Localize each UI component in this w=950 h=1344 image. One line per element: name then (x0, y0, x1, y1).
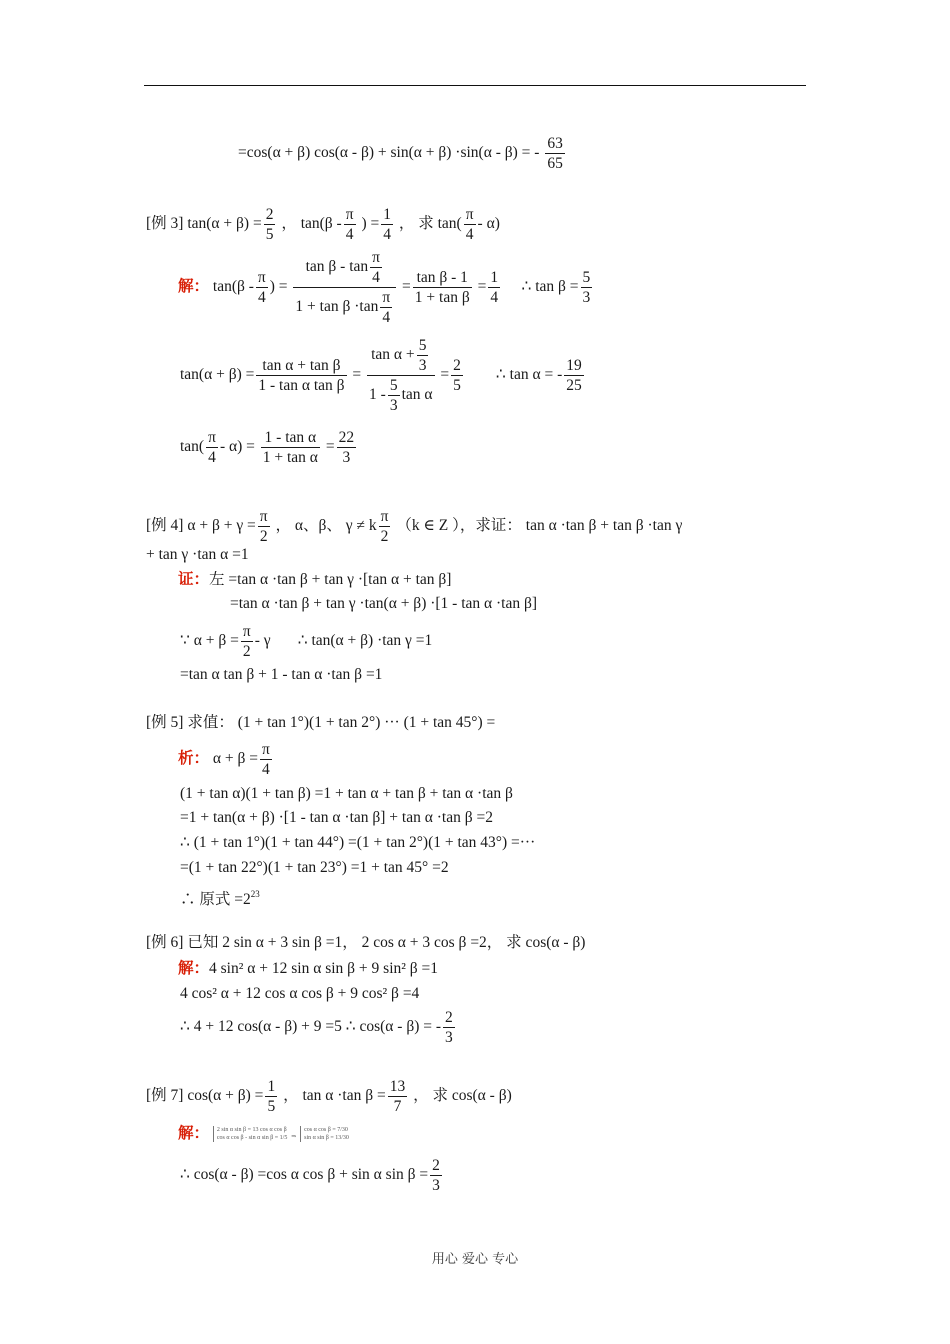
example-6-solution-line1: 解：4 sin² α + 12 sin α sin β + 9 sin² β =1 (178, 960, 439, 977)
example-4-question-cont: + tan γ ·tan α =1 (146, 546, 249, 563)
compound-fraction: tan β - tan $\frac{\pi}{4}$ 1 + tan β ·tan $\frac{\pi}{4}$ (293, 248, 396, 327)
example-7-solution-line2: ∴ cos(α - β) =cos α cos β + sin α sin β = $\frac{2}{3}$ (180, 1157, 440, 1194)
example-3-solution-line2: tan(α + β) = $\frac{\text{tan α + tan β}}{\text{1 - tan α tan β}}$ = tan α + $\frac{5}{3}$ 1 - $\frac{5}{3}$ tan α = $\frac{2}{5}$ ∴ tan α = - $\frac{19}{25}$ (180, 337, 582, 414)
top-equation: =cos(α + β) cos(α - β) + sin(α + β) ·sin(α - β) = - $\frac{63}{65}$ (238, 135, 563, 172)
example-7-solution-line1: 解： 2 sin α sin β = 13 cos α cos β cos α cos β - sin α sin β = 1/5 ⇒ cos α cos β = 7/30 sin α sin β = 13/30 (178, 1125, 349, 1142)
analysis-label: 析： (178, 750, 210, 768)
example-label: [例 7] (146, 1087, 184, 1105)
example-label: [例 5] (146, 714, 184, 731)
example-4-proof-line3: ∵ α + β = $\frac{\pi}{2}$ - γ ∴ tan(α + β) ·tan γ =1 (180, 623, 433, 660)
example-4-proof-line1: 证：左 =tan α ·tan β + tan γ ·[tan α + tan β] (178, 571, 452, 588)
proof-label: 证： (178, 571, 210, 588)
example-7-question: [例 7] cos(α + β) = $\frac{1}{5}$ ， tan α ·tan β = $\frac{13}{7}$ ， 求 cos(α - β) (146, 1078, 512, 1115)
example-5-line4: =(1 + tan 22°)(1 + tan 23°) =1 + tan 45° =2 (180, 859, 449, 876)
example-4-question: [例 4] α + β + γ = $\frac{\pi}{2}$ ， α、β、 γ ≠ k $\frac{\pi}{2}$ （k ∈ Z ），求证： tan α ·tan β + tan β ·tan γ (146, 508, 683, 545)
example-4-proof-line4: =tan α tan β + 1 - tan α ·tan β =1 (180, 666, 383, 683)
fraction: $\frac{63}{65}$ (547, 135, 563, 172)
compound-fraction: tan α + $\frac{5}{3}$ 1 - $\frac{5}{3}$ tan α (369, 337, 433, 414)
example-5-question: [例 5] 求值： (1 + tan 1°)(1 + tan 2°) ··· (1 + tan 45°) = (146, 714, 496, 731)
example-4-proof-line2: =tan α ·tan β + tan γ ·tan(α + β) ·[1 - tan α ·tan β] (230, 595, 538, 612)
page-footer: 用心 爱心 专心 (431, 1252, 519, 1267)
example-6-question: [例 6] 已知 2 sin α + 3 sin β =1， 2 cos α + 3 cos β =2， 求 cos(α - β) (146, 934, 586, 951)
example-5-line3: ∴ (1 + tan 1°)(1 + tan 44°) =(1 + tan 2°)(1 + tan 43°) =··· (180, 834, 536, 851)
example-5-line2: =1 + tan(α + β) ·[1 - tan α ·tan β] + tan α ·tan β =2 (180, 809, 493, 826)
example-5-line1: (1 + tan α)(1 + tan β) =1 + tan α + tan β + tan α ·tan β (180, 785, 513, 802)
example-6-solution-line3: ∴ 4 + 12 cos(α - β) + 9 =5 ∴ cos(α - β) = - $\frac{2}{3}$ (180, 1009, 453, 1046)
example-5-analysis: 析： α + β = $\frac{\pi}{4}$ (178, 741, 270, 778)
header-rule (144, 85, 806, 86)
example-label: [例 6] (146, 934, 184, 951)
example-label: [例 4] (146, 517, 184, 535)
solution-label: 解： (178, 960, 210, 977)
example-label: [例 3] (146, 215, 184, 233)
example-5-line5: ∴ 原式 $=2^{23}$ (180, 889, 260, 908)
equation-system-right: cos α cos β = 7/30 sin α sin β = 13/30 (300, 1126, 349, 1142)
equation-system-left: 2 sin α sin β = 13 cos α cos β cos α cos β - sin α sin β = 1/5 (213, 1126, 287, 1142)
example-6-solution-line2: 4 cos² α + 12 cos α cos β + 9 cos² β =4 (180, 985, 420, 1002)
solution-label: 解： (178, 278, 210, 296)
solution-label: 解： (178, 1125, 210, 1142)
example-3-question: [例 3] tan(α + β) = $\frac{2}{5}$ ， tan(β - $\frac{\pi}{4}$ ) = $\frac{1}{4}$ ， 求 tan( $\frac{\pi}{4}$ - α) (146, 206, 500, 243)
example-3-solution-line3: tan( $\frac{\pi}{4}$ - α) = $\frac{\text{1 - tan α}}{\text{1 + tan α}}$ = $\frac{22}{3}$ (180, 429, 355, 466)
example-3-solution-line1: 解： tan(β - $\frac{\pi}{4}$ ) = tan β - tan $\frac{\pi}{4}$ 1 + tan β ·tan $\frac{\pi}{4}$ = $\frac{\text{tan β - 1}}{\text{1 + tan β}}$ = $\frac{1}{4}$ ∴ tan β = $\frac{5}{3}$ (178, 249, 591, 326)
